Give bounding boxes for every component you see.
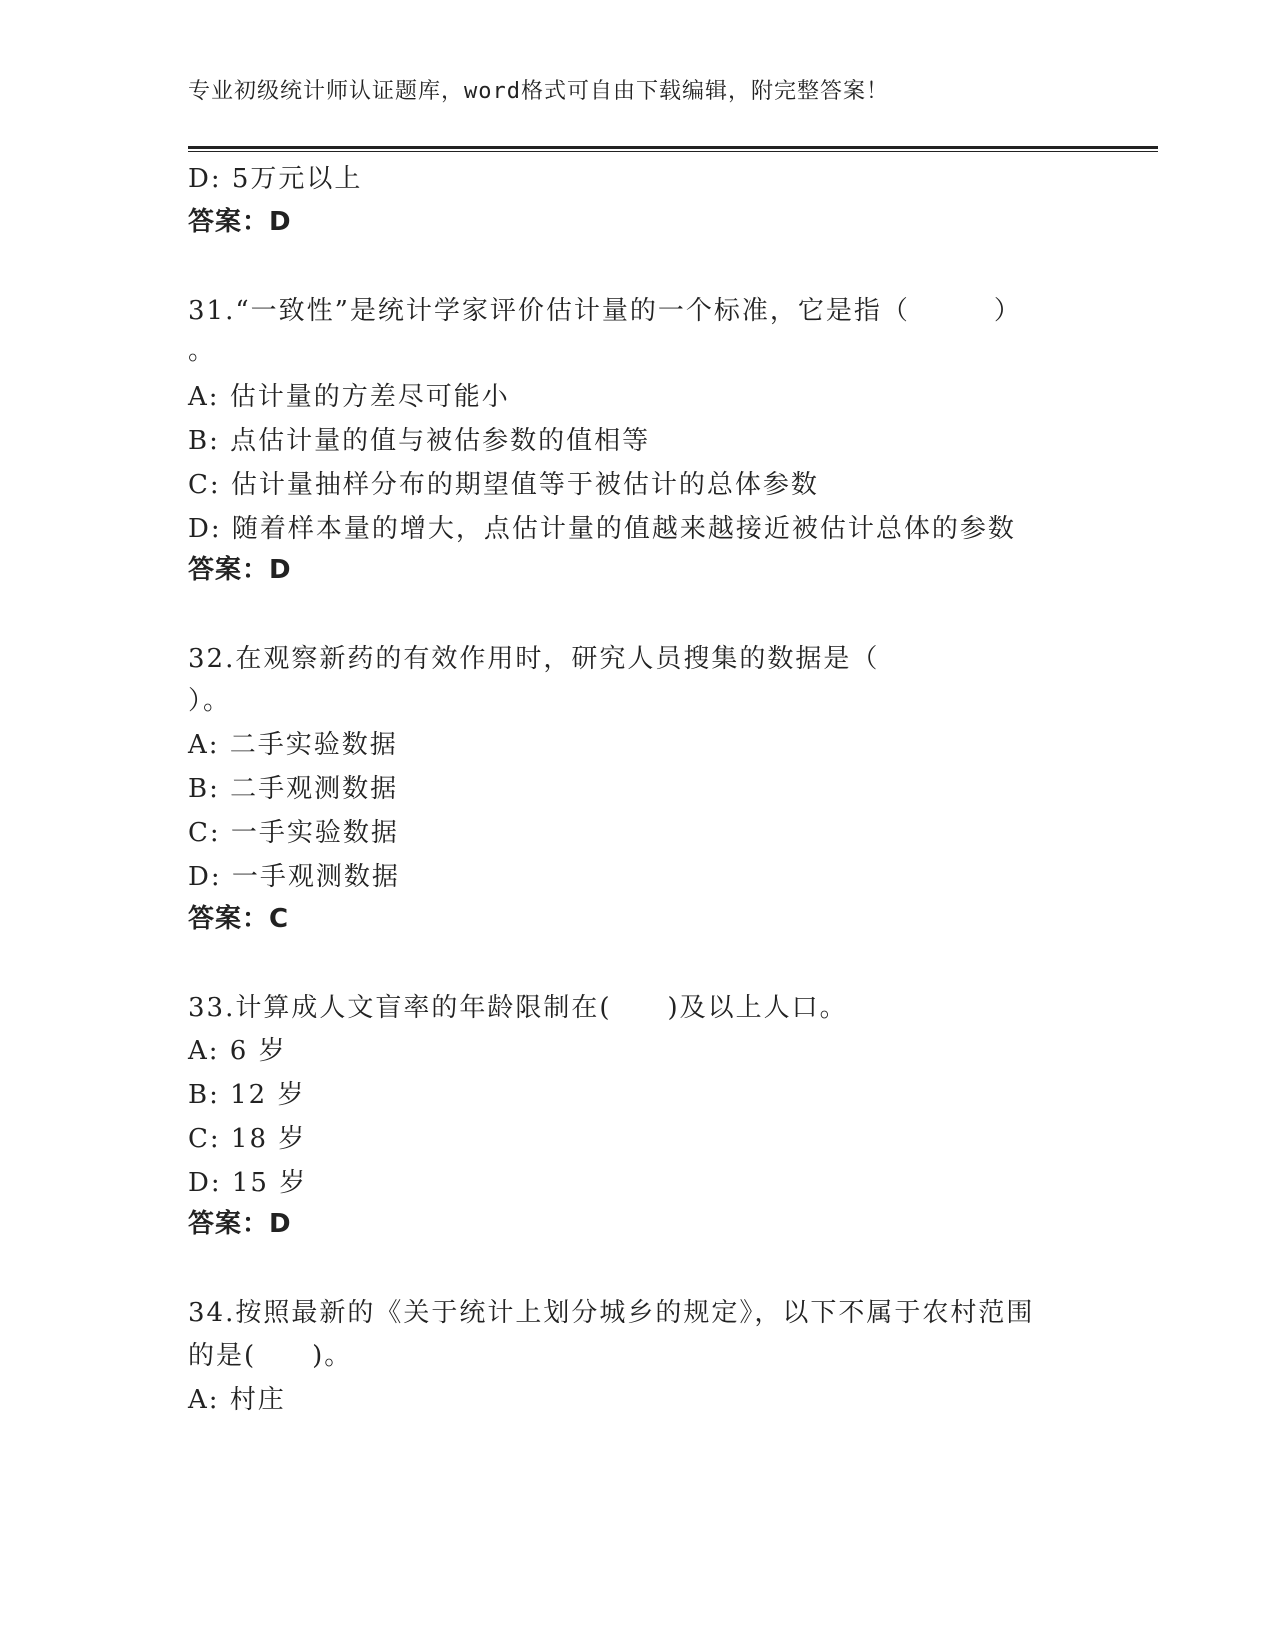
header-divider-thick [188,146,1158,149]
q32-stem-line2: ）。 [188,686,232,716]
prev-option-d: D: 5万元以上 [188,164,363,194]
q32-option-b: B: 二手观测数据 [188,774,399,804]
q32-answer: 答案：C [188,904,290,934]
q34-stem-line1: 34.按照最新的《关于统计上划分城乡的规定》，以下不属于农村范围 [188,1298,1035,1328]
q33-stem-line1: 33.计算成人文盲率的年龄限制在( )及以上人口。 [188,993,848,1023]
q33-option-d: D: 15 岁 [188,1168,308,1198]
q31-option-a: A: 估计量的方差尽可能小 [188,382,510,412]
q31-option-d: D: 随着样本量的增大，点估计量的值越来越接近被估计总体的参数 [188,514,1016,544]
q33-option-a: A: 6 岁 [188,1036,287,1066]
q31-answer: 答案：D [188,555,292,585]
prev-answer: 答案：D [188,207,292,237]
q34-stem-line2: 的是( )。 [188,1341,353,1371]
q32-stem-line1: 32.在观察新药的有效作用时，研究人员搜集的数据是（ [188,644,880,674]
q31-stem-line1: 31.“一致性”是统计学家评价估计量的一个标准，它是指（ ） [188,296,1022,326]
q32-option-d: D: 一手观测数据 [188,862,400,892]
header-text: 专业初级统计师认证题库，word格式可自由下载编辑，附完整答案！ [188,79,889,104]
q32-option-c: C: 一手实验数据 [188,818,399,848]
q33-answer: 答案：D [188,1209,292,1239]
q31-option-b: B: 点估计量的值与被估参数的值相等 [188,426,651,456]
q34-option-a: A: 村庄 [188,1385,286,1415]
q31-option-c: C: 估计量抽样分布的期望值等于被估计的总体参数 [188,470,819,500]
q31-stem-line2: 。 [188,336,217,366]
q33-option-b: B: 12 岁 [188,1080,306,1110]
q32-option-a: A: 二手实验数据 [188,730,398,760]
header-divider-thin [188,151,1158,152]
q33-option-c: C: 18 岁 [188,1124,307,1154]
